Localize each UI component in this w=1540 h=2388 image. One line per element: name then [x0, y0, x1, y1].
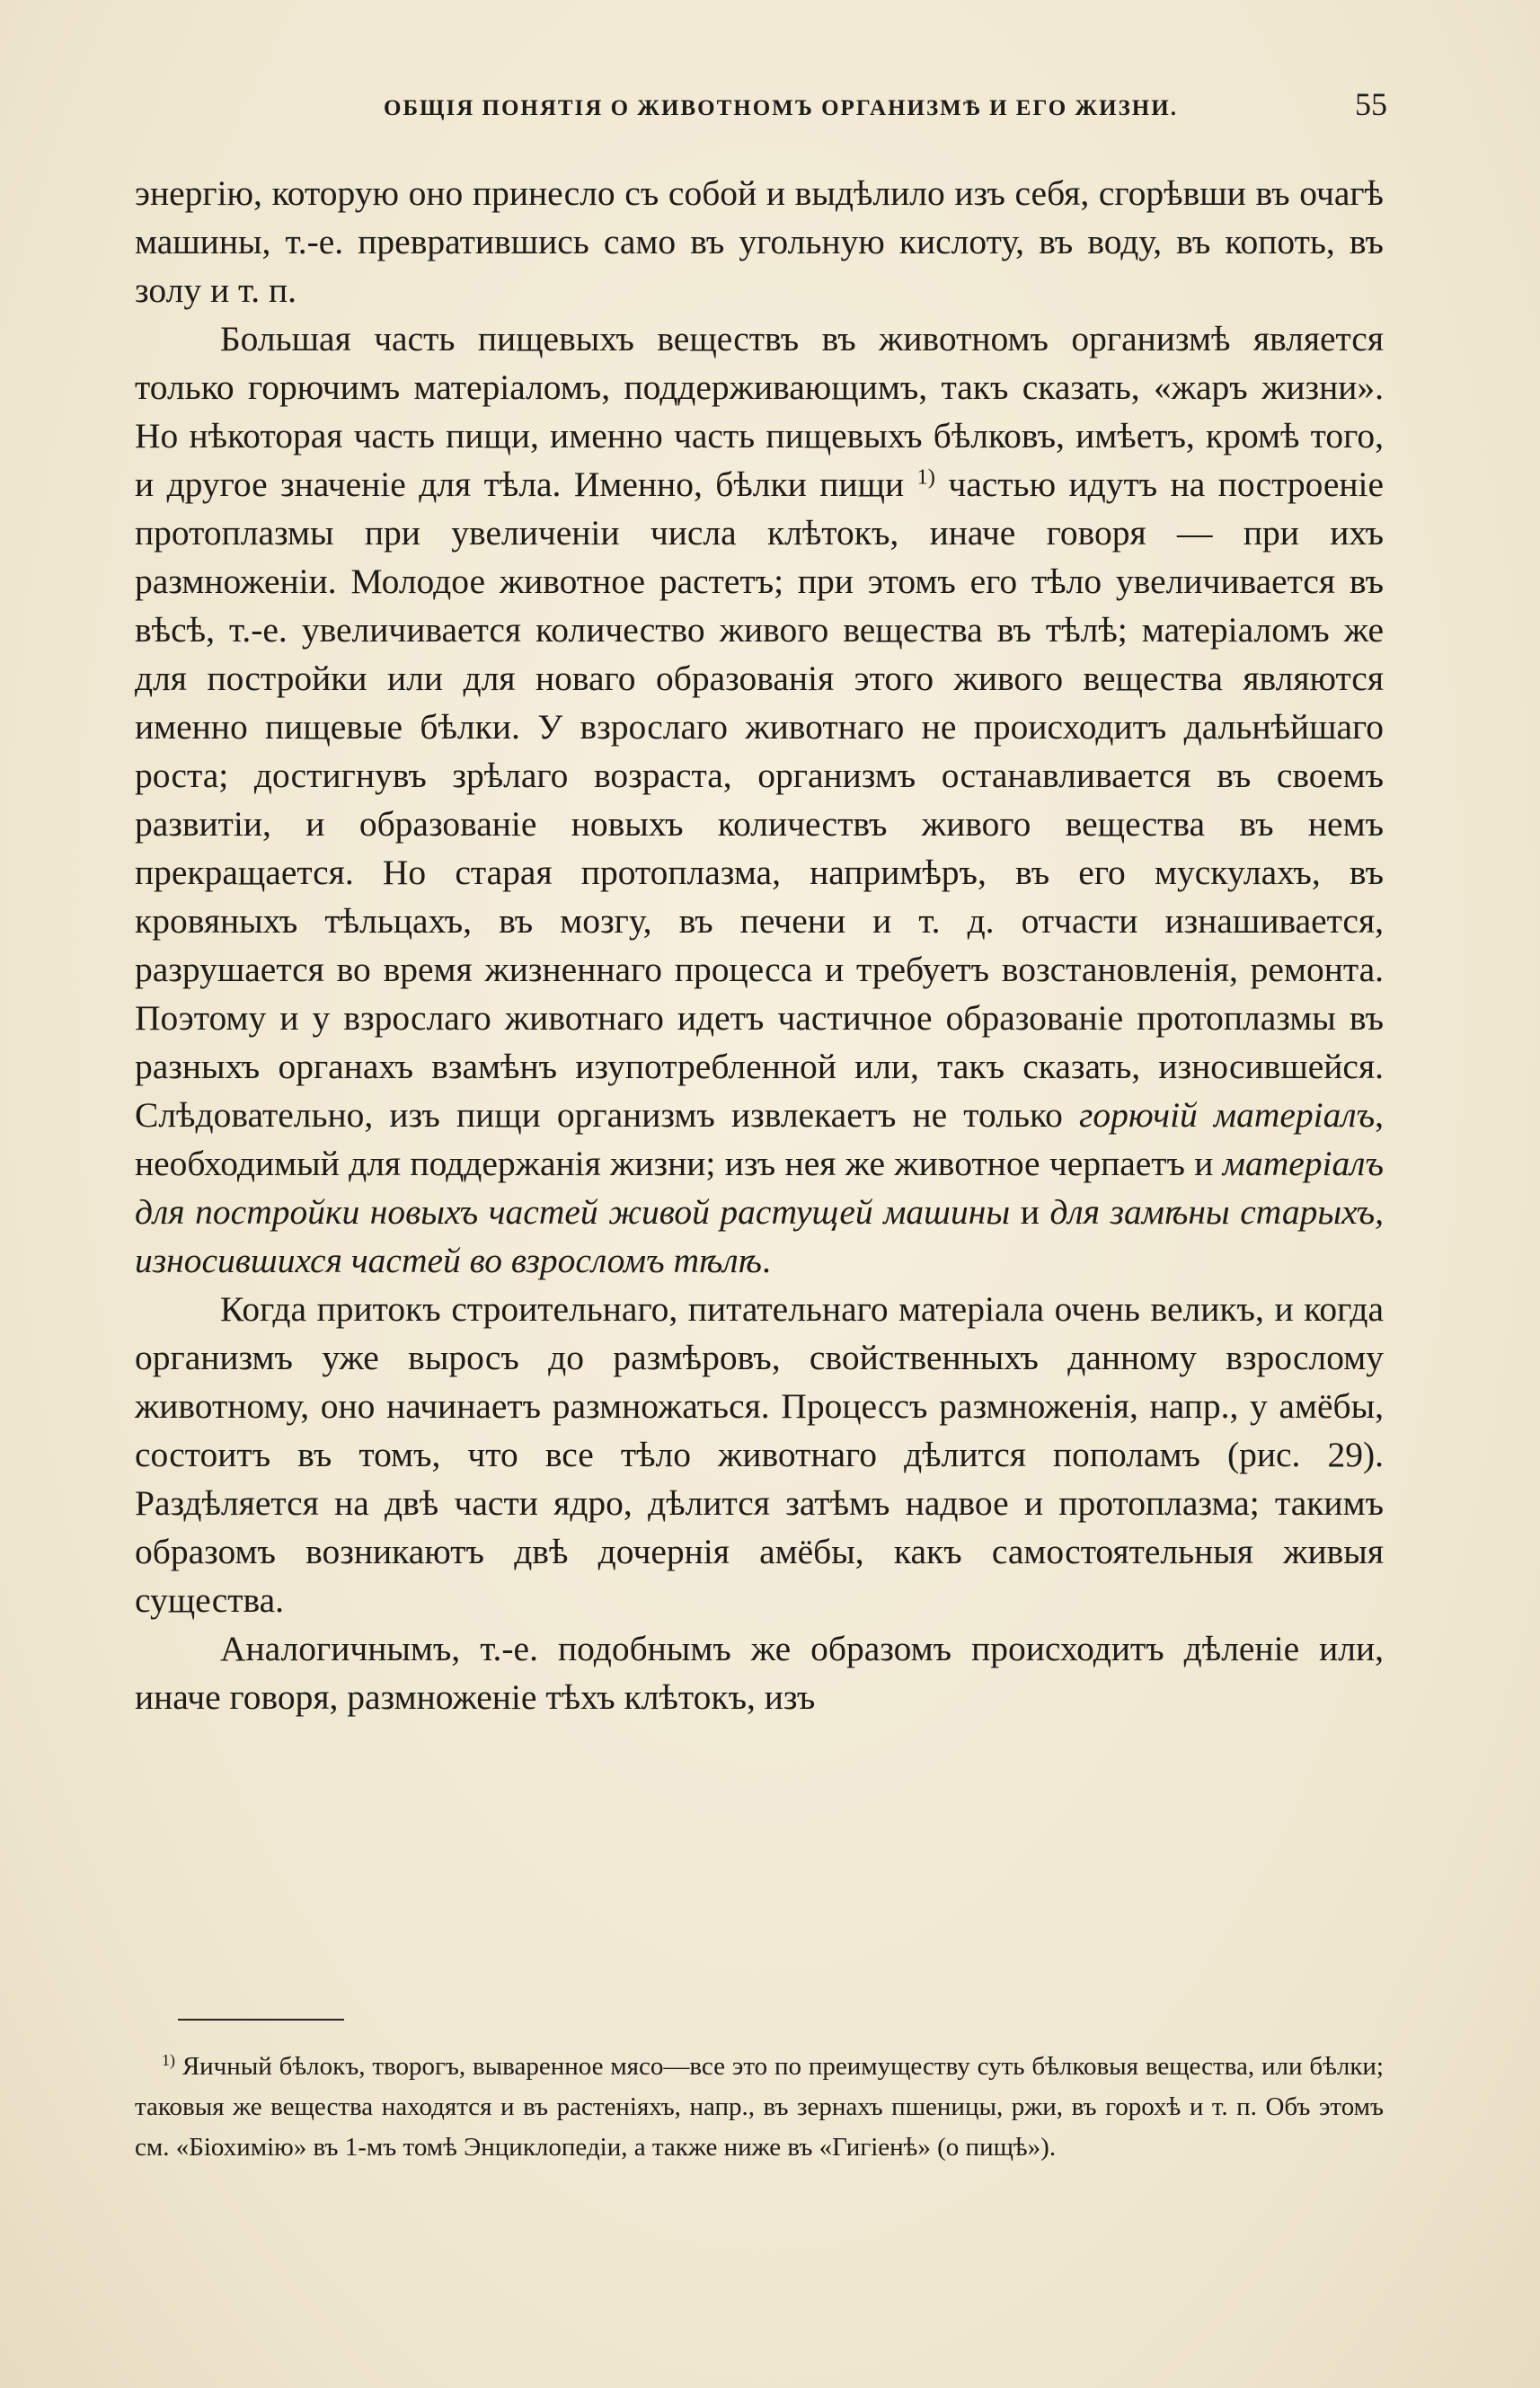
paragraph-1: энергію, которую оно принесло съ собой и выдѣлило изъ себя, сгорѣвши въ очагѣ машины, т.-е. превратившись само въ угольную кислоту, въ воду, въ копоть, въ золу и т. п. [135, 173, 1384, 310]
footnote-divider [178, 2019, 344, 2021]
paragraph-2-part-c: , необходимый для поддержанія жизни; изъ нея же животное черпаетъ и [135, 1095, 1384, 1183]
footnotes [135, 2047, 1384, 2168]
paragraph-2 [135, 314, 1384, 1285]
paragraph-2-part-e: . [761, 1241, 771, 1280]
footnote-1 [135, 2047, 1384, 2168]
footnote-1-marker: 1) [162, 2051, 175, 2070]
paragraph-2-part-b: частью идутъ на построеніе протоплазмы при увеличеніи числа клѣтокъ, иначе говоря — при ихъ размноженіи. Молодое животное растетъ; при этомъ его тѣло увеличивается въ вѣсѣ, т.-е. увеличивается количество живого вещества въ тѣлѣ; матеріаломъ же для постройки или для новаго образованія этого живого вещества являются именно пищевые бѣлки. У взрослаго животнаго не происходитъ дальнѣйшаго роста; достигнувъ зрѣлаго возраста, организмъ останавливается въ своемъ развитіи, и образованіе новыхъ количествъ живого вещества въ немъ прекращается. Но старая протоплазма, напримѣръ, въ его мускулахъ, въ кровяныхъ тѣльцахъ, въ мозгу, въ печени и т. д. отчасти изнашивается, разрушается во время жизненнаго процесса и требуетъ возстановленія, ремонта. Поэтому и у взрослаго животнаго идетъ частичное образованіе протоплазмы въ разныхъ органахъ взамѣнъ изупотребленной или, такъ сказать, износившейся. Слѣдовательно, изъ пищи организмъ извлекаетъ не только [135, 464, 1385, 1135]
emphasis-replacement: для замѣны старыхъ, износившихся частей во взросломъ тѣлѣ [135, 1192, 1384, 1280]
main-text [135, 169, 1384, 1721]
page-number: 55 [1355, 86, 1387, 122]
emphasis-building-material: матеріалъ для постройки новыхъ частей живой растущей машины [135, 1144, 1384, 1232]
footnote-reference[interactable]: 1) [916, 464, 935, 490]
running-title: ОБЩІЯ ПОНЯТІЯ О ЖИВОТНОМЪ ОРГАНИЗМѢ И ЕГО ЖИЗНИ. [384, 96, 1178, 120]
paragraph-3: Когда притокъ строительнаго, питательнаго матеріала очень великъ, и когда организмъ уже выросъ до размѣровъ, свойственныхъ данному взрослому животному, оно начинаетъ размножаться. Процессъ размноженія, напр., у амёбы, состоитъ въ томъ, что все тѣло животнаго дѣлится пополамъ (рис. 29). Раздѣляется на двѣ части ядро, дѣлится затѣмъ надвое и протоплазма; такимъ образомъ возникаютъ двѣ дочернія амёбы, какъ самостоятельныя живыя существа. [135, 1289, 1384, 1620]
paragraph-2-part-d: и [1010, 1192, 1050, 1232]
paragraph-2-part-a: Большая часть пищевыхъ веществъ въ животномъ организмѣ является только горючимъ матеріаломъ, поддерживающимъ, такъ сказать, «жаръ жизни». Но нѣкоторая часть пищи, именно часть пищевыхъ бѣлковъ, имѣетъ, кромѣ того, и другое значеніе для тѣла. Именно, бѣлки пищи [135, 319, 1384, 504]
emphasis-fuel-material: горючій матеріалъ [1079, 1095, 1376, 1135]
footnote-1-text: Яичный бѣлокъ, творогъ, вываренное мясо—все это по преимуществу суть бѣлковыя вещества, или бѣлки; таковыя же вещества находятся и въ растеніяхъ, напр., въ зернахъ пшеницы, ржи, въ горохѣ и т. п. Объ этомъ см. «Біохимію» въ 1-мъ томѣ Энциклопедіи, а также ниже въ «Гигіенѣ» (о пищѣ»). [135, 2052, 1384, 2162]
paragraph-4: Аналогичнымъ, т.-е. подобнымъ же образомъ происходитъ дѣленіе или, иначе говоря, размноженіе тѣхъ клѣтокъ, изъ [135, 1629, 1384, 1717]
running-header [135, 85, 1387, 121]
